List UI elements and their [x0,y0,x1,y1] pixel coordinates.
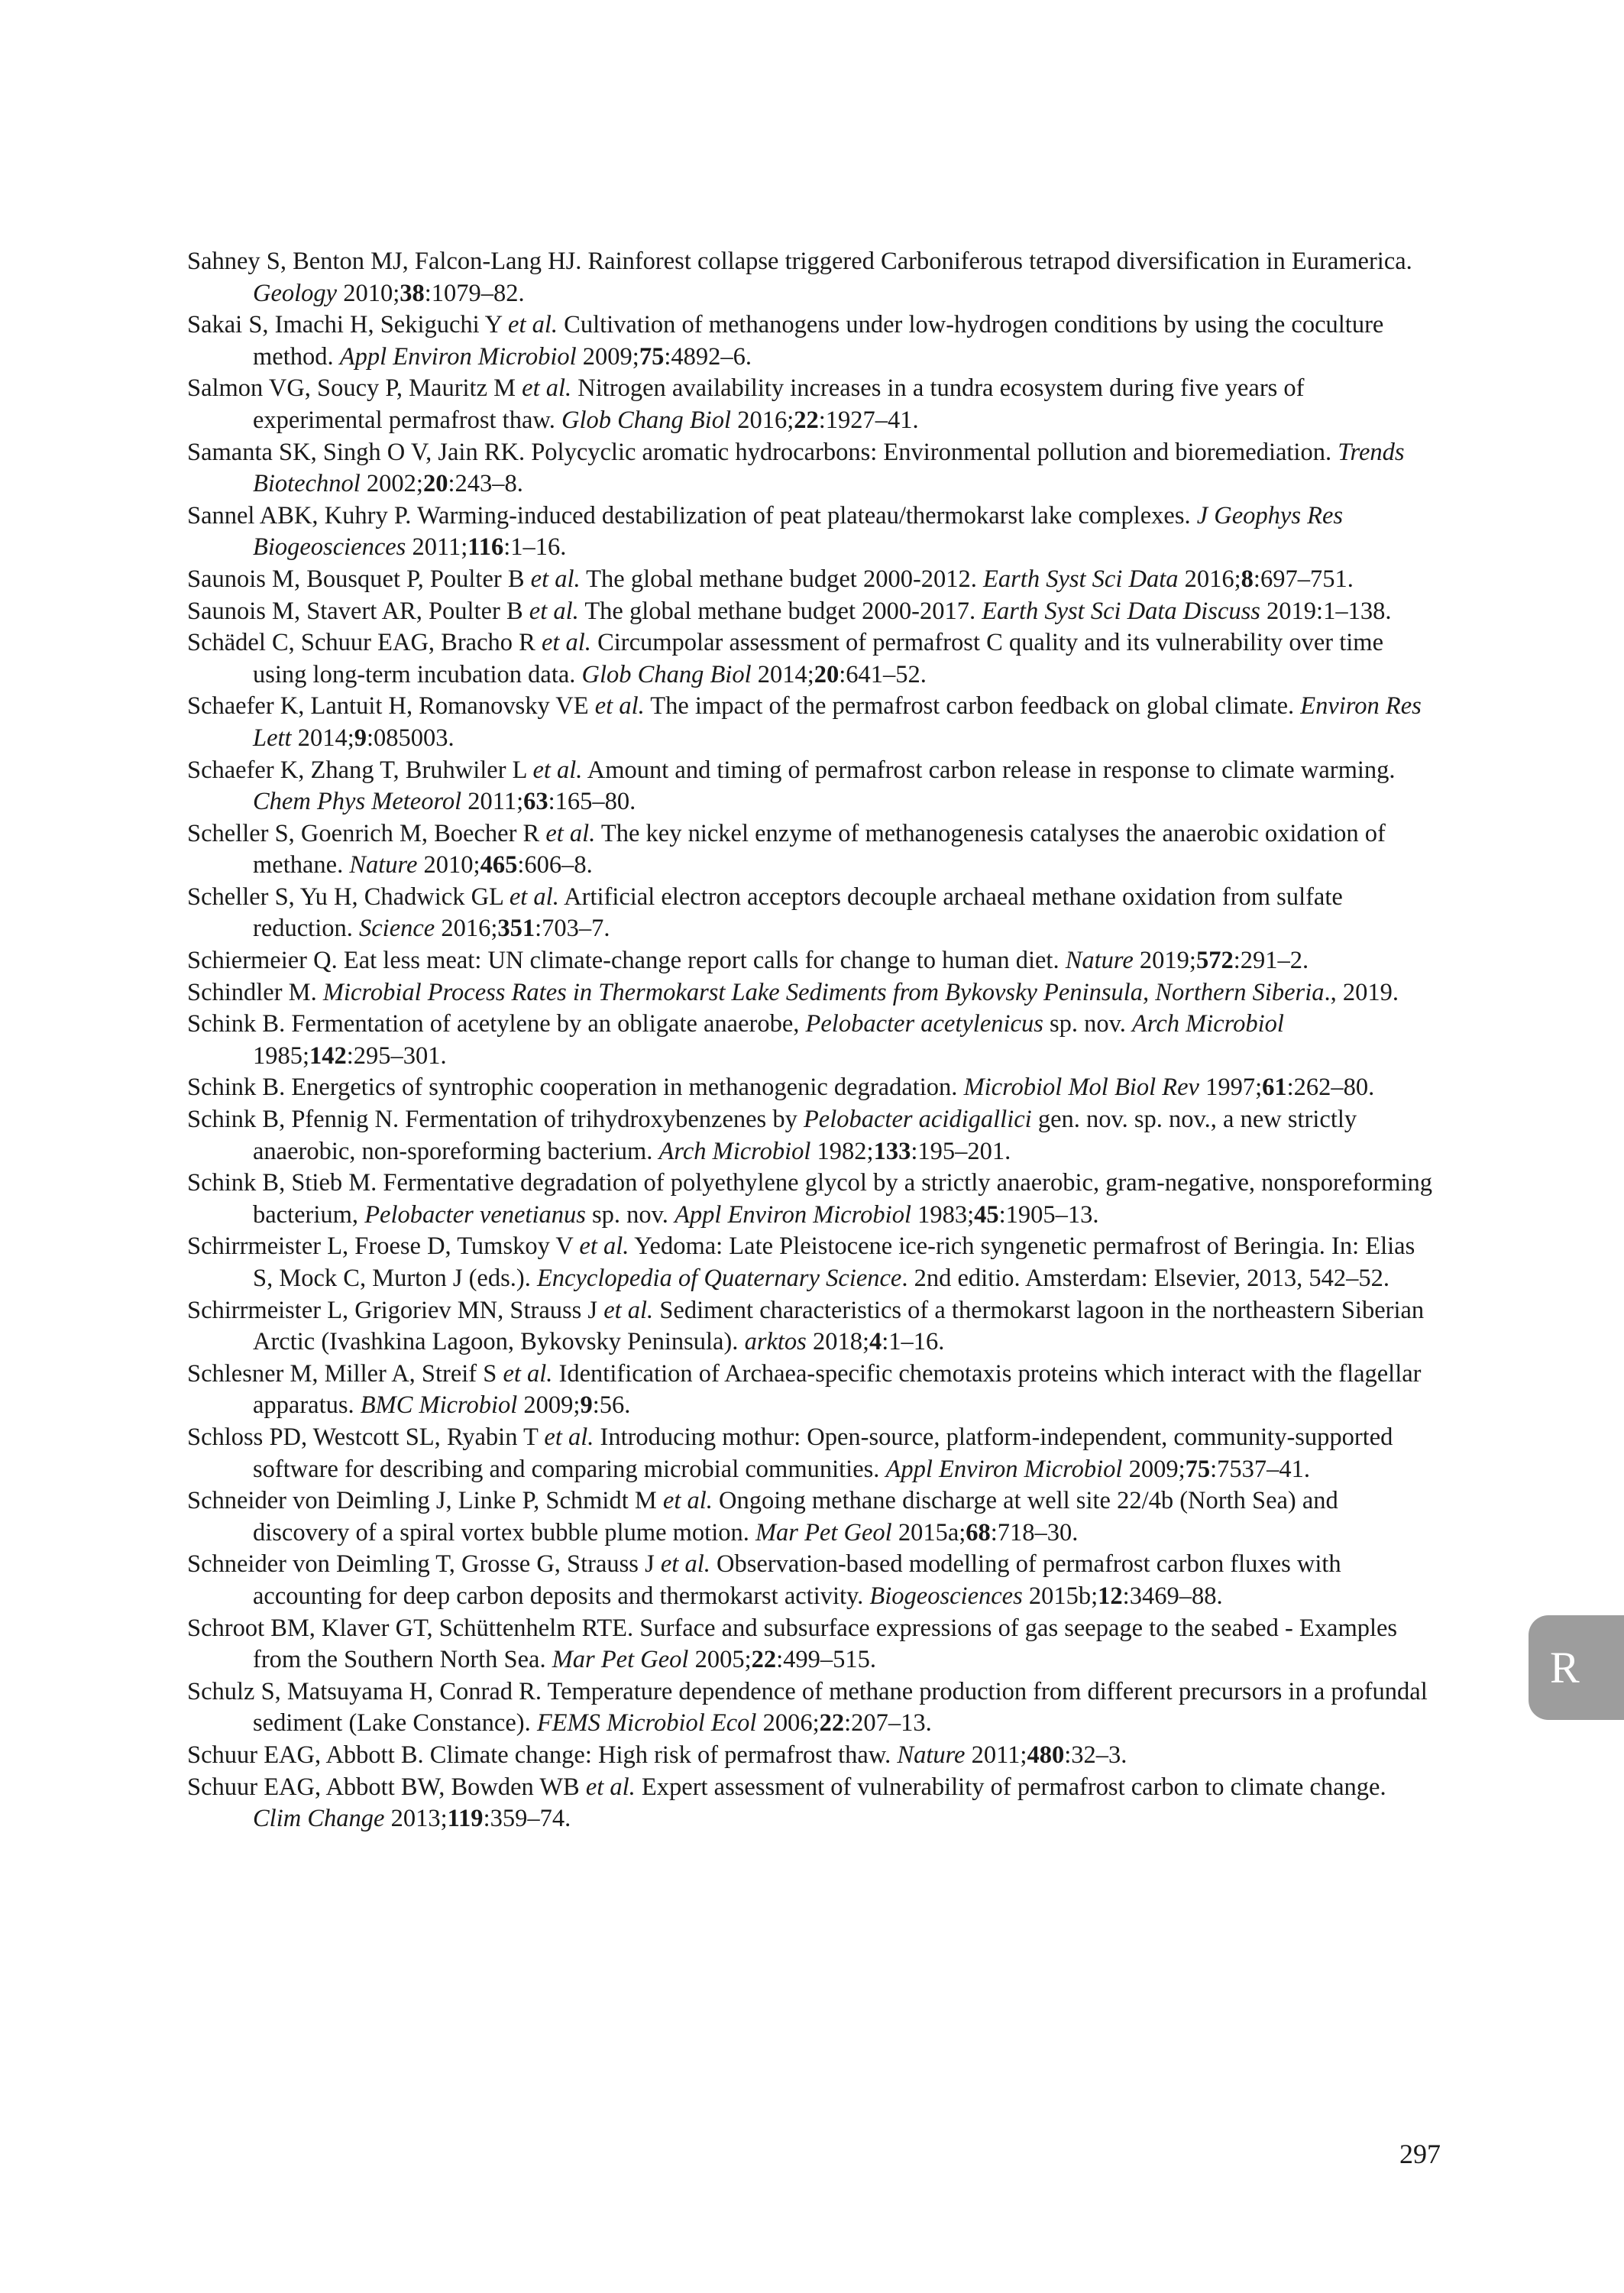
reference-entry [187,1295,1440,1359]
italic-text: Environ Res Lett [253,692,1422,752]
reference-text: 2011; [461,788,524,816]
reference-entry [187,1422,1440,1485]
reference-entry [187,1072,1440,1104]
reference-text: Cultivation of methanogens under low-hydrogen conditions by using the coculture method. [253,311,1384,371]
italic-text: et al. [530,565,581,593]
reference-text: Schädel C, Schuur EAG, Bracho R [187,629,542,657]
reference-entry [187,246,1440,309]
reference-text: Scheller S, Yu H, Chadwick GL [187,883,510,911]
reference-text: 2016; [435,915,498,943]
italic-text: et al. [529,597,579,625]
reference-text: Schiermeier Q. Eat less meat: UN climate-change report calls for change to human diet. [187,947,1066,975]
italic-text: J Geophys Res Biogeosciences [253,501,1344,562]
reference-list [187,246,1440,1835]
reference-text: Sediment characteristics of a thermokarst lagoon in the northeastern Siberian Arctic (Ivashkina Lagoon, Bykovsky Peninsula). [253,1296,1425,1356]
reference-text: Schink B. Energetics of syntrophic cooperation in methanogenic degradation. [187,1074,964,1102]
italic-text: Pelobacter acidigallici [803,1106,1032,1134]
reference-text: 2019; [1133,947,1196,975]
reference-text: 2014; [751,660,814,688]
volume-number: 12 [1098,1582,1123,1610]
reference-text: :295–301. [346,1041,447,1070]
reference-text: sp. nov. [1043,1010,1133,1038]
reference-text: :606–8. [517,851,593,879]
italic-text: et al. [662,1487,713,1515]
reference-text: Schneider von Deimling J, Linke P, Schmidt M [187,1487,663,1515]
italic-text: et al. [503,1359,553,1388]
reference-text: Sahney S, Benton MJ, Falcon-Lang HJ. Rainforest collapse triggered Carboniferous tetrapod diversification in Euramerica. [187,248,1412,275]
italic-text: Encyclopedia of Quaternary Science [536,1265,902,1292]
volume-number: 68 [966,1518,991,1546]
reference-text: 2006; [756,1709,820,1738]
italic-text: Nature [349,851,418,879]
reference-text: 2010; [417,851,480,879]
reference-text: . 2nd editio. Amsterdam: Elsevier, 2013, 542–52. [901,1265,1390,1292]
reference-text: Nitrogen availability increases in a tundra ecosystem during five years of experimental permafrost thaw. [253,374,1305,434]
reference-text: 2015a; [891,1518,966,1546]
reference-text: :165–80. [548,788,636,816]
reference-text: 1982; [810,1137,874,1165]
reference-text: Schroot BM, Klaver GT, Schüttenhelm RTE. Surface and subsurface expressions of gas seepage to the seabed - Examples from the Southern North Sea. [187,1614,1398,1674]
volume-number: 351 [497,915,535,943]
volume-number: 119 [447,1805,484,1833]
reference-text: :641–52. [839,660,927,688]
reference-text: gen. nov. sp. nov., a new strictly anaerobic, non-sporeforming bacterium. [253,1106,1357,1165]
page-number: 297 [1399,2139,1441,2169]
reference-text: Amount and timing of permafrost carbon release in response to climate warming. [582,756,1396,784]
italic-text: Earth Syst Sci Data [983,565,1179,593]
italic-text: Glob Chang Biol [581,660,752,688]
volume-number: 63 [523,788,548,816]
reference-entry [187,1485,1440,1549]
reference-text: :085003. [366,724,455,752]
reference-text: :1–16. [882,1328,945,1356]
italic-text: et al. [585,1773,636,1801]
italic-text: Geology [253,279,338,307]
volume-number: 45 [974,1200,999,1229]
volume-number: 75 [1185,1455,1211,1483]
volume-number: 465 [480,851,518,879]
reference-text: Identification of Archaea-specific chemotaxis proteins which interact with the flagellar apparatus. [253,1359,1422,1420]
reference-text: Circumpolar assessment of permafrost C quality and its vulnerability over time using long-term incubation data. [253,629,1384,688]
italic-text: et al. [603,1296,654,1324]
reference-entry [187,1231,1440,1294]
reference-text: Schaefer K, Lantuit H, Romanovsky VE [187,692,595,721]
reference-text: Schaefer K, Zhang T, Bruhwiler L [187,756,533,784]
italic-text: Earth Syst Sci Data Discuss [982,597,1260,625]
reference-text: Schink B, Stieb M. Fermentative degradation of polyethylene glycol by a strictly anaerobic, gram-negative, nonsporeforming bacterium, [187,1169,1432,1229]
reference-text: :1–16. [503,533,567,562]
reference-entry [187,945,1440,977]
reference-entry [187,1009,1440,1072]
reference-entry [187,1740,1440,1772]
reference-text: Schloss PD, Westcott SL, Ryabin T [187,1423,545,1451]
volume-number: 20 [422,470,448,498]
volume-number: 8 [1241,565,1254,593]
volume-number: 4 [869,1328,882,1356]
italic-text: Biogeosciences [869,1582,1023,1610]
reference-text: :195–201. [911,1137,1011,1165]
reference-text: 2009; [517,1391,581,1420]
reference-text: 2013; [384,1805,448,1833]
reference-text: 2011; [965,1741,1027,1769]
reference-text: 2015b; [1022,1582,1098,1610]
italic-text: Appl Environ Microbiol [339,342,577,371]
italic-text: et al. [541,629,591,657]
italic-text: Science [358,915,435,943]
italic-text: BMC Microbiol [360,1391,518,1420]
reference-text: 2005; [688,1646,752,1674]
reference-entry [187,1613,1440,1676]
reference-text: The impact of the permafrost carbon feedback on global climate. [644,692,1301,721]
volume-number: 22 [751,1646,777,1674]
italic-text: Arch Microbiol [1132,1010,1284,1038]
volume-number: 75 [639,342,665,371]
italic-text: Nature [897,1741,966,1769]
italic-text: et al. [508,311,558,339]
italic-text: et al. [532,756,583,784]
reference-entry [187,1549,1440,1612]
volume-number: 142 [309,1041,347,1070]
reference-text: 1985; [253,1041,310,1070]
reference-entry [187,755,1440,818]
reference-text: Schneider von Deimling T, Grosse G, Strauss J [187,1550,661,1579]
volume-number: 133 [873,1137,911,1165]
reference-text: :56. [592,1391,631,1420]
reference-text: 1997; [1199,1074,1263,1102]
reference-entry [187,564,1440,596]
italic-text: Mar Pet Geol [552,1646,689,1674]
reference-text: The global methane budget 2000-2017. [578,597,982,625]
reference-text: Scheller S, Goenrich M, Boecher R [187,819,546,847]
italic-text: Mar Pet Geol [755,1518,892,1546]
reference-text: :4892–6. [664,342,752,371]
reference-text: 1983; [911,1200,975,1229]
reference-text: Sakai S, Imachi H, Sekiguchi Y [187,311,509,339]
reference-text: ., 2019. [1324,978,1399,1006]
reference-text: 2016; [1178,565,1241,593]
reference-text: 2002; [360,470,423,498]
reference-entry [187,1359,1440,1422]
italic-text: Chem Phys Meteorol [253,788,462,816]
reference-text: :7537–41. [1210,1455,1310,1483]
reference-text: Schindler M. [187,978,323,1006]
reference-text: Artificial electron acceptors decouple archaeal methane oxidation from sulfate reduction. [253,883,1343,943]
reference-text: Samanta SK, Singh O V, Jain RK. Polycyclic aromatic hydrocarbons: Environmental pollution and bioremediation. [187,438,1338,466]
reference-text: :499–515. [776,1646,876,1674]
reference-text: Salmon VG, Soucy P, Mauritz M [187,374,522,403]
reference-text: 2014; [291,724,354,752]
italic-text: et al. [660,1550,710,1579]
reference-text: 2009; [1122,1455,1186,1483]
reference-text: :359–74. [483,1805,571,1833]
reference-text: Observation-based modelling of permafrost carbon fluxes with accounting for deep carbon deposits and thermokarst activity. [253,1550,1341,1610]
italic-text: et al. [579,1232,629,1261]
reference-text: :262–80. [1286,1074,1375,1102]
italic-text: Nature [1065,947,1134,975]
volume-number: 480 [1027,1741,1065,1769]
reference-text: Saunois M, Bousquet P, Poulter B [187,565,531,593]
reference-entry [187,627,1440,691]
volume-number: 9 [580,1391,593,1420]
reference-text: :32–3. [1064,1741,1127,1769]
reference-text: :1079–82. [424,279,525,307]
reference-entry [187,1104,1440,1168]
italic-text: et al. [509,883,559,911]
reference-text: Yedoma: Late Pleistocene ice-rich syngenetic permafrost of Beringia. In: Elias S, Mock C, Murton J (eds.). [253,1232,1415,1292]
reference-entry [187,882,1440,945]
italic-text: Arch Microbiol [658,1137,811,1165]
italic-text: arktos [744,1328,807,1356]
reference-text: Schirrmeister L, Grigoriev MN, Strauss J [187,1296,604,1324]
italic-text: Clim Change [253,1805,385,1833]
volume-number: 20 [814,660,839,688]
reference-text: 2016; [731,406,794,434]
volume-number: 22 [819,1709,845,1738]
volume-number: 9 [354,724,367,752]
italic-text: et al. [522,374,572,403]
reference-text: :1905–13. [998,1200,1099,1229]
reference-text: 2011; [406,533,468,562]
reference-text: :1927–41. [818,406,919,434]
reference-text: 2018; [806,1328,869,1356]
reference-text: Sannel ABK, Kuhry P. Warming-induced destabilization of peat plateau/thermokarst lake complexes. [187,501,1197,530]
reference-text: The key nickel enzyme of methanogenesis catalyses the anaerobic oxidation of methane. [253,819,1386,879]
reference-text: :718–30. [990,1518,1079,1546]
italic-text: Trends Biotechnol [253,438,1405,498]
italic-text: FEMS Microbiol Ecol [536,1709,757,1738]
reference-text: 2019:1–138. [1260,597,1392,625]
reference-entry [187,500,1440,564]
reference-text: :3469–88. [1122,1582,1223,1610]
reference-text: :291–2. [1233,947,1309,975]
reference-text: Introducing mothur: Open-source, platform-independent, community-supported software for describing and comparing microbial communities. [253,1423,1393,1483]
reference-text: Schulz S, Matsuyama H, Conrad R. Temperature dependence of methane production from different precursors in a profundal sediment (Lake Constance). [187,1677,1428,1738]
reference-text: sp. nov. [585,1200,675,1229]
reference-entry [187,437,1440,500]
reference-text: :703–7. [535,915,610,943]
reference-text: Schuur EAG, Abbott BW, Bowden WB [187,1773,586,1801]
reference-entry [187,596,1440,628]
italic-text: Microbiol Mol Biol Rev [963,1074,1199,1102]
italic-text: et al. [544,1423,594,1451]
reference-entry [187,977,1440,1009]
reference-text: Schink B, Pfennig N. Fermentation of trihydroxybenzenes by [187,1106,804,1134]
reference-entry [187,373,1440,436]
volume-number: 61 [1262,1074,1287,1102]
italic-text: et al. [594,692,645,721]
italic-text: Pelobacter venetianus [364,1200,586,1229]
reference-text: The global methane budget 2000-2012. [580,565,984,593]
italic-text: Appl Environ Microbiol [675,1200,911,1229]
reference-text: 2009; [576,342,639,371]
reference-text: Schuur EAG, Abbott B. Climate change: High risk of permafrost thaw. [187,1741,898,1769]
reference-text: 2010; [337,279,400,307]
section-tab: R [1529,1615,1624,1720]
reference-text: :207–13. [844,1709,932,1738]
reference-entry [187,1772,1440,1835]
reference-text: Ongoing methane discharge at well site 22/4b (North Sea) and discovery of a spiral vortex bubble plume motion. [253,1487,1338,1546]
reference-text: :243–8. [448,470,523,498]
reference-text: :697–751. [1253,565,1354,593]
italic-text: Microbial Process Rates in Thermokarst Lake Sediments from Bykovsky Peninsula, Northern Siberia [322,978,1325,1006]
reference-entry [187,309,1440,373]
reference-text: Expert assessment of vulnerability of permafrost carbon to climate change. [635,1773,1386,1801]
italic-text: Appl Environ Microbiol [885,1455,1123,1483]
reference-text: Schlesner M, Miller A, Streif S [187,1359,503,1388]
reference-entry [187,818,1440,882]
italic-text: Glob Chang Biol [561,406,732,434]
reference-text: Saunois M, Stavert AR, Poulter B [187,597,529,625]
reference-text: Schink B. Fermentation of acetylene by an obligate anaerobe, [187,1010,806,1038]
volume-number: 22 [794,406,819,434]
volume-number: 572 [1195,947,1234,975]
reference-entry [187,691,1440,754]
italic-text: et al. [545,819,596,847]
volume-number: 38 [400,279,425,307]
reference-entry [187,1676,1440,1740]
italic-text: Pelobacter acetylenicus [805,1010,1043,1038]
volume-number: 116 [467,533,504,562]
reference-entry [187,1168,1440,1231]
reference-text: Schirrmeister L, Froese D, Tumskoy V [187,1232,580,1261]
